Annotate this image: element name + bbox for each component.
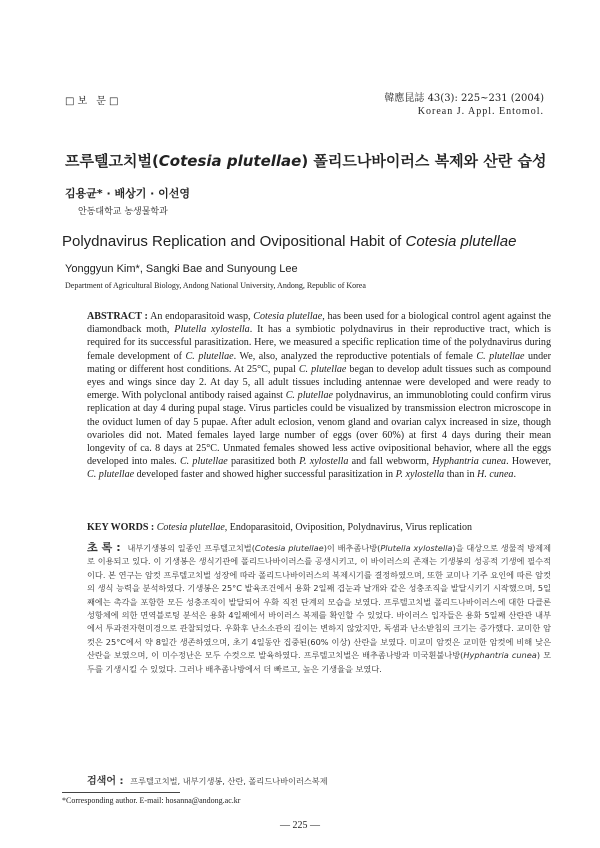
abstract-species: P. xylostella	[299, 456, 349, 468]
english-affiliation: Department of Agricultural Biology, Andong National University, Andong, Republic of Korea	[65, 281, 366, 290]
abstract-text: under mating or different host conditions. At 25°C, pupal	[87, 350, 551, 375]
abstract-text: began to develop adult tissues such as compound eyes and wings since day 2. At day 5, all adult tissues including antennae were developed and were ready to emerge. With polyclonal antibody raised against	[87, 363, 552, 402]
abstract-species: Cotesia plutellae	[253, 311, 323, 322]
abstract-text: , has been used for a biological control agent against the diamondback moth,	[87, 311, 552, 336]
abstract-species: C. plutellae	[476, 350, 525, 362]
korean-abstract-species: Hyphantria cunea	[463, 650, 537, 661]
abstract-text: . We, also, analyzed the reproductive potentials of female	[233, 350, 477, 362]
abstract-text: parasitized both	[227, 456, 300, 468]
korean-keywords-label: 검색어 :	[87, 776, 124, 787]
korean-abstract-species: Cotesia plutellae	[254, 543, 324, 553]
abstract-species: Plutella xylostella	[174, 324, 250, 336]
korean-affiliation: 안동대학교 농생물학과	[78, 207, 168, 217]
article-type-tag: □보 문□	[65, 96, 122, 107]
page-number: — 225 —	[280, 820, 320, 831]
korean-keywords	[87, 772, 551, 787]
keywords	[87, 522, 551, 533]
abstract-label: ABSTRACT :	[87, 311, 148, 322]
abstract-species: C. plutellae	[179, 456, 228, 468]
footnote-divider	[62, 792, 180, 793]
korean-abstract-text: ) 모두를 기생시킬 수 있었다. 그러나 배추좀나방에서 더 빠르고, 높은 기생율을 보였다.	[87, 650, 552, 674]
corresponding-author-footnote: *Corresponding author. E-mail: hosanna@andong.ac.kr	[62, 796, 241, 805]
korean-keywords-text: 프루텔고치벌, 내부기생봉, 산란, 폴리드나바이러스복제	[127, 776, 328, 786]
abstract-species: C. plutellae	[87, 469, 135, 481]
abstract-species: Hyphantria cunea	[432, 456, 507, 468]
abstract-species: P. xylostella	[395, 469, 445, 481]
korean-title-part: 프루텔고치벌(	[65, 152, 159, 170]
korean-abstract-text: 내부기생봉의 일종인 프루텔고치벌(	[124, 543, 255, 553]
abstract-text: developed faster and showed higher successful parasitization in	[134, 469, 396, 481]
english-authors: Yonggyun Kim*, Sangki Bae and Sunyoung Lee	[65, 263, 298, 275]
abstract-species: C. plutellae	[185, 350, 234, 362]
korean-abstract-text: )을 대상으로 생물적 방제제로 이용되고 있다. 이 기생봉은 생식기관에 폴리드나바이러스를 공생시키고, 이 바이러스의 존재는 기생봉의 성공적 기생에 필수적이다. 본 연구는 암컷 프루텔고치벌 성장에 따라 폴리드나바이러스의 복제시기를 결정하였으며, 또한 교미나 기주 요인에 따른 암컷의 생식 능력을 분석하였다. 기생봉은 25°C 발육조건에서 용화 2일째 겹눈과 날개와 같은 성충조직을 발달시키기 시작했으며, 5일째에는 촉각을 포함한 모든 성충조직이 발달되어 우화 직전 단계의 모습을 보였다. 프루텔고치벌 폴리드나바이러스에 대한 다클론성항체에 의한 면역블로팅 분석은 용화 4일째에서 바이러스 복제를 확인할 수 있었다. 바이러스 입자들은 용화 5일째 산란관 내부에서 투과전자현미경으로 관찰되었다. 우화후 난소소관의 길이는 변하지 않았지만, 독샘과 난소받침의 크기는 증가했다. 교미한 암컷은 25°C에서 약 8일간 생존하였으며, 초기 4일동안 집중된(60% 이상) 산란을 보였다. 미교미 암컷은 교미한 암컷에 비해 낮은 산란을 보였으며, 이 미수정난은 모두 수컷으로 발육하였다. 프루텔고치벌은 배추좀나방과 미국흰불나방(	[87, 543, 551, 661]
abstract-text: .	[513, 469, 516, 481]
abstract-text: An endoparasitoid wasp,	[147, 311, 254, 322]
abstract-text: polydnavirus, an immunobloting could confirm virus replication at day 4 during pupal stage. Virus particles could be visualized by transmission electron microscope in the oviduct lumen of day 5 pupae. After adult eclosion, venom gland and ovarian calyx increased in size, though ovarioles did not. Mated females layed large number of eggs (over 60%) at first 4 days during their mean longevity of ca. 8 days at 25°C. Unmated females showed less active ovipositional behavior, where all the eggs developed into males.	[87, 390, 551, 468]
abstract	[87, 310, 551, 482]
abstract-text: and fall webworm,	[348, 456, 433, 468]
korean-authors: 김용균* · 배상기 · 이선영	[65, 187, 191, 200]
journal-citation	[376, 92, 544, 118]
english-title-part: Polydnavirus Replication and Ovipositional Habit of	[62, 233, 406, 250]
abstract-text: . However,	[506, 456, 551, 468]
english-title-species: Cotesia plutellae	[405, 233, 517, 250]
abstract-species: H. cunea	[477, 469, 514, 481]
keywords-label: KEY WORDS :	[87, 522, 155, 533]
korean-abstract	[87, 541, 551, 676]
english-title	[62, 233, 516, 250]
korean-title-species: Cotesia plutellae	[158, 152, 302, 170]
korean-abstract-label: 초 록 :	[87, 541, 121, 554]
abstract-text: than in	[444, 469, 478, 481]
korean-abstract-species: Plutella xylostella	[380, 543, 453, 553]
korean-title-part: ) 폴리드나바이러스 복제와 산란 습성	[301, 152, 547, 170]
abstract-species: C. plutellae	[285, 390, 333, 402]
citation-line2: Korean J. Appl. Entomol.	[417, 106, 544, 117]
abstract-text: . It has a symbiotic polydnavirus in their reproductive tract, which is required for its successful parasitization. Here, we measured a specific replication time of the polydnavirus during female development of	[87, 324, 551, 362]
korean-title	[65, 150, 546, 171]
keywords-species: Cotesia plutellae	[156, 522, 225, 533]
abstract-species: C. plutellae	[298, 363, 347, 375]
keywords-text: , Endoparasitoid, Oviposition, Polydnavirus, Virus replication	[224, 522, 473, 533]
citation-line1: 韓應昆誌 43(3): 225~231 (2004)	[384, 93, 544, 104]
korean-abstract-text: )이 배추좀나방(	[323, 543, 381, 553]
